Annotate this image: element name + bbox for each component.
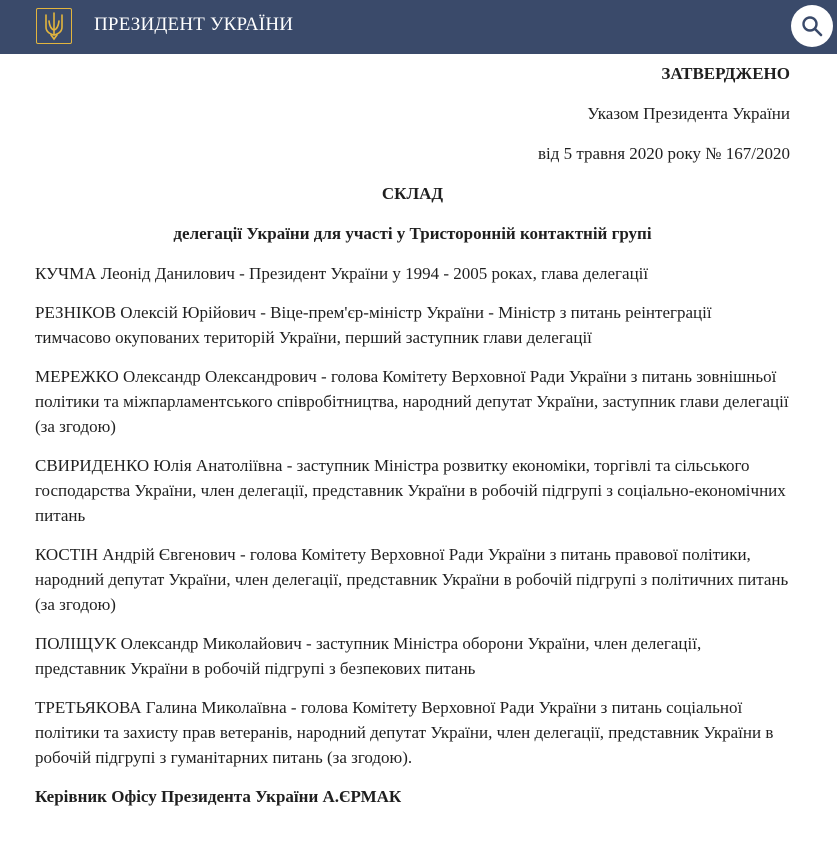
member-item: КУЧМА Леонід Данилович - Президент України у 1994 - 2005 роках, глава делегації [35, 264, 649, 283]
trident-icon[interactable] [36, 8, 72, 44]
decree-document [35, 56, 790, 809]
signature-line: Керівник Офісу Президента України А.ЄРМАК [35, 787, 402, 806]
member-item: СВИРИДЕНКО Юлія Анатоліївна - заступник Міністра розвитку економіки, торгівлі та сільського господарства України, член делегації, представник України в робочій підгрупі з соціально-економічних питань [35, 456, 786, 525]
member-item: КОСТІН Андрій Євгенович - голова Комітету Верховної Ради України з питань правової політики, народний депутат України, член делегації, представник України в робочій підгрупі з політичних питань (за згодою) [35, 545, 789, 614]
document-heading: СКЛАД [381, 184, 444, 203]
search-button[interactable] [791, 5, 833, 47]
member-item: ПОЛІЩУК Олександр Миколайович - заступник Міністра оборони України, член делегації, представник України в робочій підгрупі з безпекових питань [35, 634, 702, 678]
member-item: ТРЕТЬЯКОВА Галина Миколаївна - голова Комітету Верховної Ради України з питань соціальної політики та захисту прав ветеранів, народний депутат України, член делегації, представник України в робочій підгрупі з гуманітарних питань (за згодою). [35, 698, 774, 767]
site-title[interactable]: ПРЕЗИДЕНТ УКРАЇНИ [94, 14, 294, 35]
document-subheading: делегації України для участі у Тристоронній контактній групі [173, 224, 652, 243]
approved-stamp: ЗАТВЕРДЖЕНО [661, 64, 790, 83]
search-icon [801, 15, 823, 37]
decree-date: від 5 травня 2020 року № 167/2020 [538, 144, 790, 163]
members-list [35, 261, 790, 770]
member-item: РЕЗНІКОВ Олексій Юрійович - Віце-прем'єр-міністр України - Міністр з питань реінтеграції тимчасово окупованих територій України, перший заступник глави делегації [35, 303, 712, 347]
decree-reference: Указом Президента України [587, 104, 790, 123]
top-bar [0, 0, 837, 54]
member-item: МЕРЕЖКО Олександр Олександрович - голова Комітету Верховної Ради України з питань зовнішньої політики та міжпарламентського співробітництва, народний депутат України, заступник глави делегації (за згодою) [35, 367, 789, 436]
